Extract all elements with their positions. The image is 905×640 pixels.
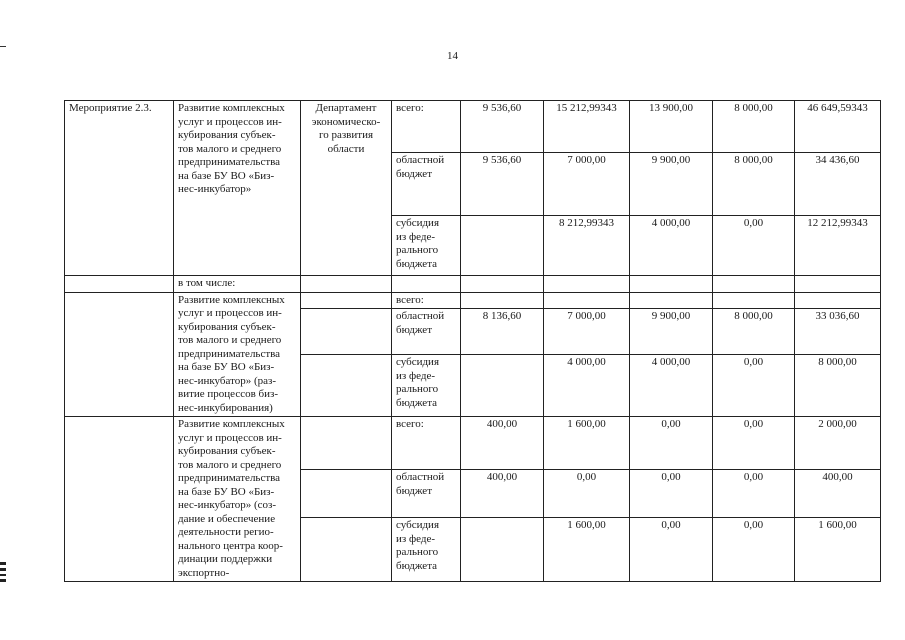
value-cell (630, 292, 713, 309)
source-cell: областной бюджет (392, 153, 461, 216)
value-cell: 8 000,00 (713, 153, 795, 216)
empty-cell (301, 470, 392, 518)
value-cell (461, 292, 544, 309)
scan-edge-mark (0, 568, 6, 571)
value-cell: 0,00 (713, 470, 795, 518)
empty-cell (65, 292, 174, 417)
value-cell: 12 212,99343 (795, 216, 881, 276)
value-cell: 0,00 (544, 470, 630, 518)
source-cell: субсидия из феде- рального бюджета (392, 216, 461, 276)
page-number: 14 (447, 50, 458, 62)
value-cell: 8 212,99343 (544, 216, 630, 276)
sub-event-name-cell: Развитие комплексных услуг и процессов ин- кубирования субъек- тов малого и среднего предпринимательства на базе БУ ВО «Биз- нес-инкубатор» (соз- дание и обеспечение деятельности регио- нального центра коор- динации поддержки экспортно- (174, 417, 301, 582)
source-cell: субсидия из феде- рального бюджета (392, 518, 461, 582)
value-cell: 8 000,00 (713, 309, 795, 355)
empty-cell (461, 276, 544, 293)
budget-table (64, 100, 881, 582)
value-cell: 7 000,00 (544, 309, 630, 355)
value-cell: 0,00 (630, 470, 713, 518)
table-row (65, 101, 881, 153)
empty-cell (630, 276, 713, 293)
value-cell: 1 600,00 (544, 417, 630, 470)
value-cell: 0,00 (713, 355, 795, 417)
empty-cell (301, 276, 392, 293)
table-row (65, 417, 881, 470)
empty-cell (301, 309, 392, 355)
scan-edge-mark (0, 574, 6, 576)
value-cell: 1 600,00 (544, 518, 630, 582)
source-cell: областной бюджет (392, 309, 461, 355)
value-cell: 0,00 (713, 216, 795, 276)
value-cell: 0,00 (713, 417, 795, 470)
value-cell (461, 216, 544, 276)
sub-event-name-cell: Развитие комплексных услуг и процессов ин- кубирования субъек- тов малого и среднего предпринимательства на базе БУ ВО «Биз- нес-инкубатор» (раз- витие процессов биз- нес-инкубирования) (174, 292, 301, 417)
value-cell: 400,00 (795, 470, 881, 518)
value-cell: 0,00 (630, 518, 713, 582)
empty-cell (392, 276, 461, 293)
event-label-cell: Мероприятие 2.3. (65, 101, 174, 276)
value-cell: 9 900,00 (630, 153, 713, 216)
margin-dash (0, 46, 6, 47)
value-cell: 13 900,00 (630, 101, 713, 153)
value-cell: 33 036,60 (795, 309, 881, 355)
empty-cell (301, 292, 392, 309)
value-cell: 34 436,60 (795, 153, 881, 216)
empty-cell (65, 417, 174, 582)
value-cell: 9 536,60 (461, 101, 544, 153)
empty-cell (301, 355, 392, 417)
empty-cell (795, 276, 881, 293)
value-cell: 0,00 (713, 518, 795, 582)
value-cell: 4 000,00 (544, 355, 630, 417)
value-cell: 400,00 (461, 470, 544, 518)
value-cell (544, 292, 630, 309)
table-row (65, 276, 881, 293)
value-cell: 4 000,00 (630, 216, 713, 276)
source-cell: областной бюджет (392, 470, 461, 518)
value-cell: 0,00 (630, 417, 713, 470)
empty-cell (301, 518, 392, 582)
department-cell: Департамент экономическо- го развития области (301, 101, 392, 276)
value-cell: 46 649,59343 (795, 101, 881, 153)
value-cell: 7 000,00 (544, 153, 630, 216)
source-cell: субсидия из феде- рального бюджета (392, 355, 461, 417)
source-cell: всего: (392, 292, 461, 309)
value-cell: 15 212,99343 (544, 101, 630, 153)
value-cell (795, 292, 881, 309)
value-cell: 9 900,00 (630, 309, 713, 355)
value-cell: 8 000,00 (795, 355, 881, 417)
table-row (65, 292, 881, 309)
value-cell: 400,00 (461, 417, 544, 470)
empty-cell (713, 276, 795, 293)
value-cell: 4 000,00 (630, 355, 713, 417)
value-cell: 8 000,00 (713, 101, 795, 153)
value-cell: 9 536,60 (461, 153, 544, 216)
empty-cell (301, 417, 392, 470)
event-name-cell: Развитие комплексных услуг и процессов ин- кубирования субъек- тов малого и среднего предпринимательства на базе БУ ВО «Биз- нес-инкубатор» (174, 101, 301, 276)
empty-cell (65, 276, 174, 293)
value-cell (461, 355, 544, 417)
value-cell: 8 136,60 (461, 309, 544, 355)
value-cell: 1 600,00 (795, 518, 881, 582)
empty-cell (544, 276, 630, 293)
source-cell: всего: (392, 417, 461, 470)
scan-edge-mark (0, 562, 6, 565)
value-cell (713, 292, 795, 309)
including-label-cell: в том числе: (174, 276, 301, 293)
scan-edge-mark (0, 579, 6, 582)
value-cell: 2 000,00 (795, 417, 881, 470)
value-cell (461, 518, 544, 582)
source-cell: всего: (392, 101, 461, 153)
